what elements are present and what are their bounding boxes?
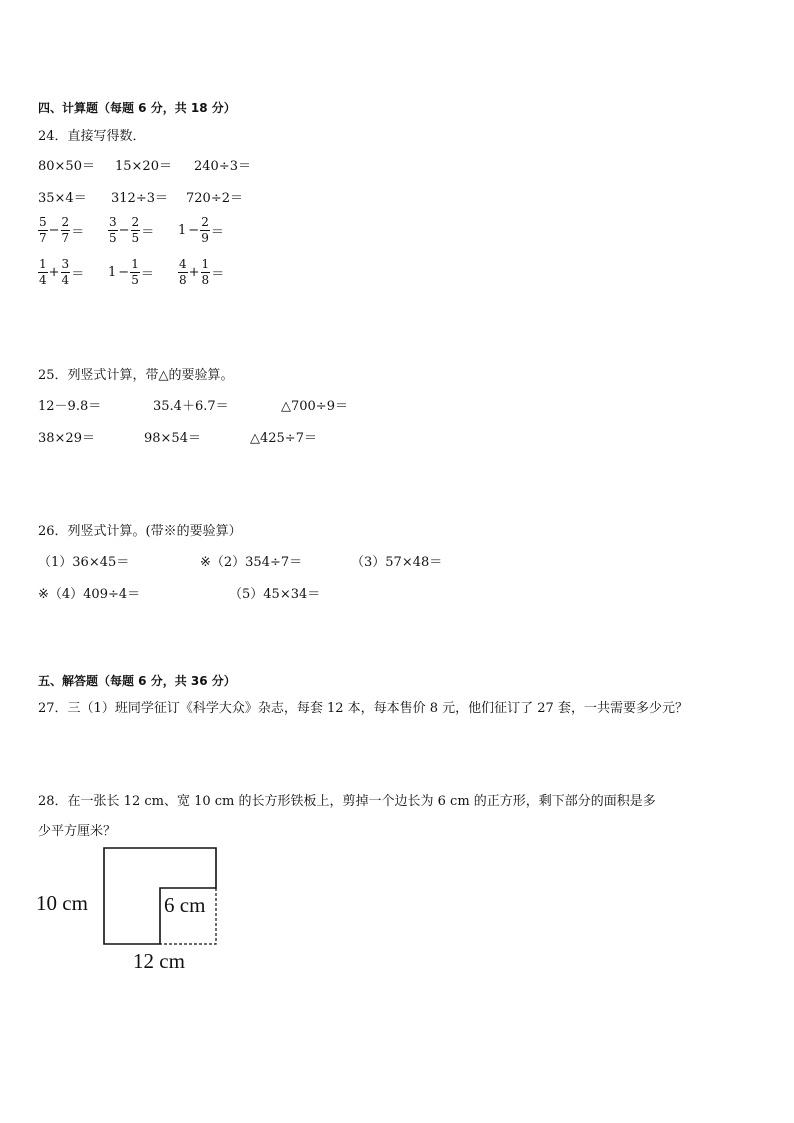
- fraction: $\frac{3}{5}$: [109, 215, 117, 245]
- expression: 38×29＝: [38, 431, 95, 446]
- fraction: $\frac{5}{7}$: [39, 215, 47, 245]
- fraction: $\frac{1}{8}$: [201, 257, 210, 287]
- expression: 720÷2＝: [186, 191, 243, 206]
- fraction: $\frac{1}{4}$: [39, 257, 47, 287]
- expression: 80×50＝: [38, 159, 95, 174]
- expression: 15×20＝: [115, 159, 172, 174]
- question-27-text: 27．三（1）班同学征订《科学大众》杂志，每套 12 本，每本售价 8 元，他们征订了 27 套，一共需要多少元？: [38, 701, 688, 716]
- expression: （5）45×34＝: [229, 587, 321, 602]
- question-25-title: 25．列竖式计算，带△的要验算。: [38, 368, 234, 383]
- fraction: $\frac{4}{8}$: [179, 257, 187, 287]
- expression: △700÷9＝: [281, 399, 348, 414]
- fraction-expression: $\frac{4}{8}$ + $\frac{1}{8}$ ＝: [179, 257, 225, 287]
- expression: ※（4）409÷4＝: [38, 587, 141, 602]
- fraction-expression: $\frac{3}{5}$ − $\frac{2}{5}$ ＝: [109, 215, 155, 245]
- fraction: $\frac{2}{9}$: [201, 215, 209, 245]
- fraction: $\frac{3}{4}$: [61, 257, 70, 287]
- fraction-expression: $\frac{1}{4}$ + $\frac{3}{4}$ ＝: [39, 257, 85, 287]
- expression: 35×4＝: [38, 191, 87, 206]
- expression: 35.4＋6.7＝: [153, 399, 229, 414]
- question-26-title: 26．列竖式计算。(带※的要验算）: [38, 524, 242, 539]
- fraction: $\frac{1}{5}$: [131, 257, 139, 287]
- label-width: 12 cm: [133, 949, 185, 973]
- expression: 12－9.8＝: [38, 399, 102, 414]
- expression: 312÷3＝: [111, 191, 168, 206]
- question-28-text-line-1: 28．在一张长 12 cm、宽 10 cm 的长方形铁板上，剪掉一个边长为 6 cm 的正方形，剩下部分的面积是多: [38, 794, 656, 809]
- fraction: $\frac{2}{7}$: [61, 215, 70, 245]
- rectangle-figure: [30, 840, 230, 980]
- section-4-heading: 四、计算题（每题 6 分，共 18 分）: [38, 101, 236, 115]
- fraction: $\frac{2}{5}$: [131, 215, 140, 245]
- expression: （1）36×45＝: [38, 555, 130, 570]
- question-28-text-line-2: 少平方厘米？: [38, 824, 117, 839]
- expression: （3）57×48＝: [351, 555, 443, 570]
- section-5-heading: 五、解答题（每题 6 分，共 36 分）: [38, 674, 236, 688]
- label-height: 10 cm: [36, 891, 88, 915]
- expression: △425÷7＝: [250, 431, 317, 446]
- fraction-expression: 1 − $\frac{1}{5}$ ＝: [108, 257, 154, 287]
- expression: 240÷3＝: [194, 159, 251, 174]
- expression: ※（2）354÷7＝: [200, 555, 303, 570]
- question-24-title: 24．直接写得数．: [38, 129, 146, 144]
- fraction-expression: 1 − $\frac{2}{9}$ ＝: [178, 215, 224, 245]
- fraction-expression: $\frac{5}{7}$ − $\frac{2}{7}$ ＝: [39, 215, 85, 245]
- label-square-side: 6 cm: [164, 893, 206, 917]
- expression: 98×54＝: [144, 431, 201, 446]
